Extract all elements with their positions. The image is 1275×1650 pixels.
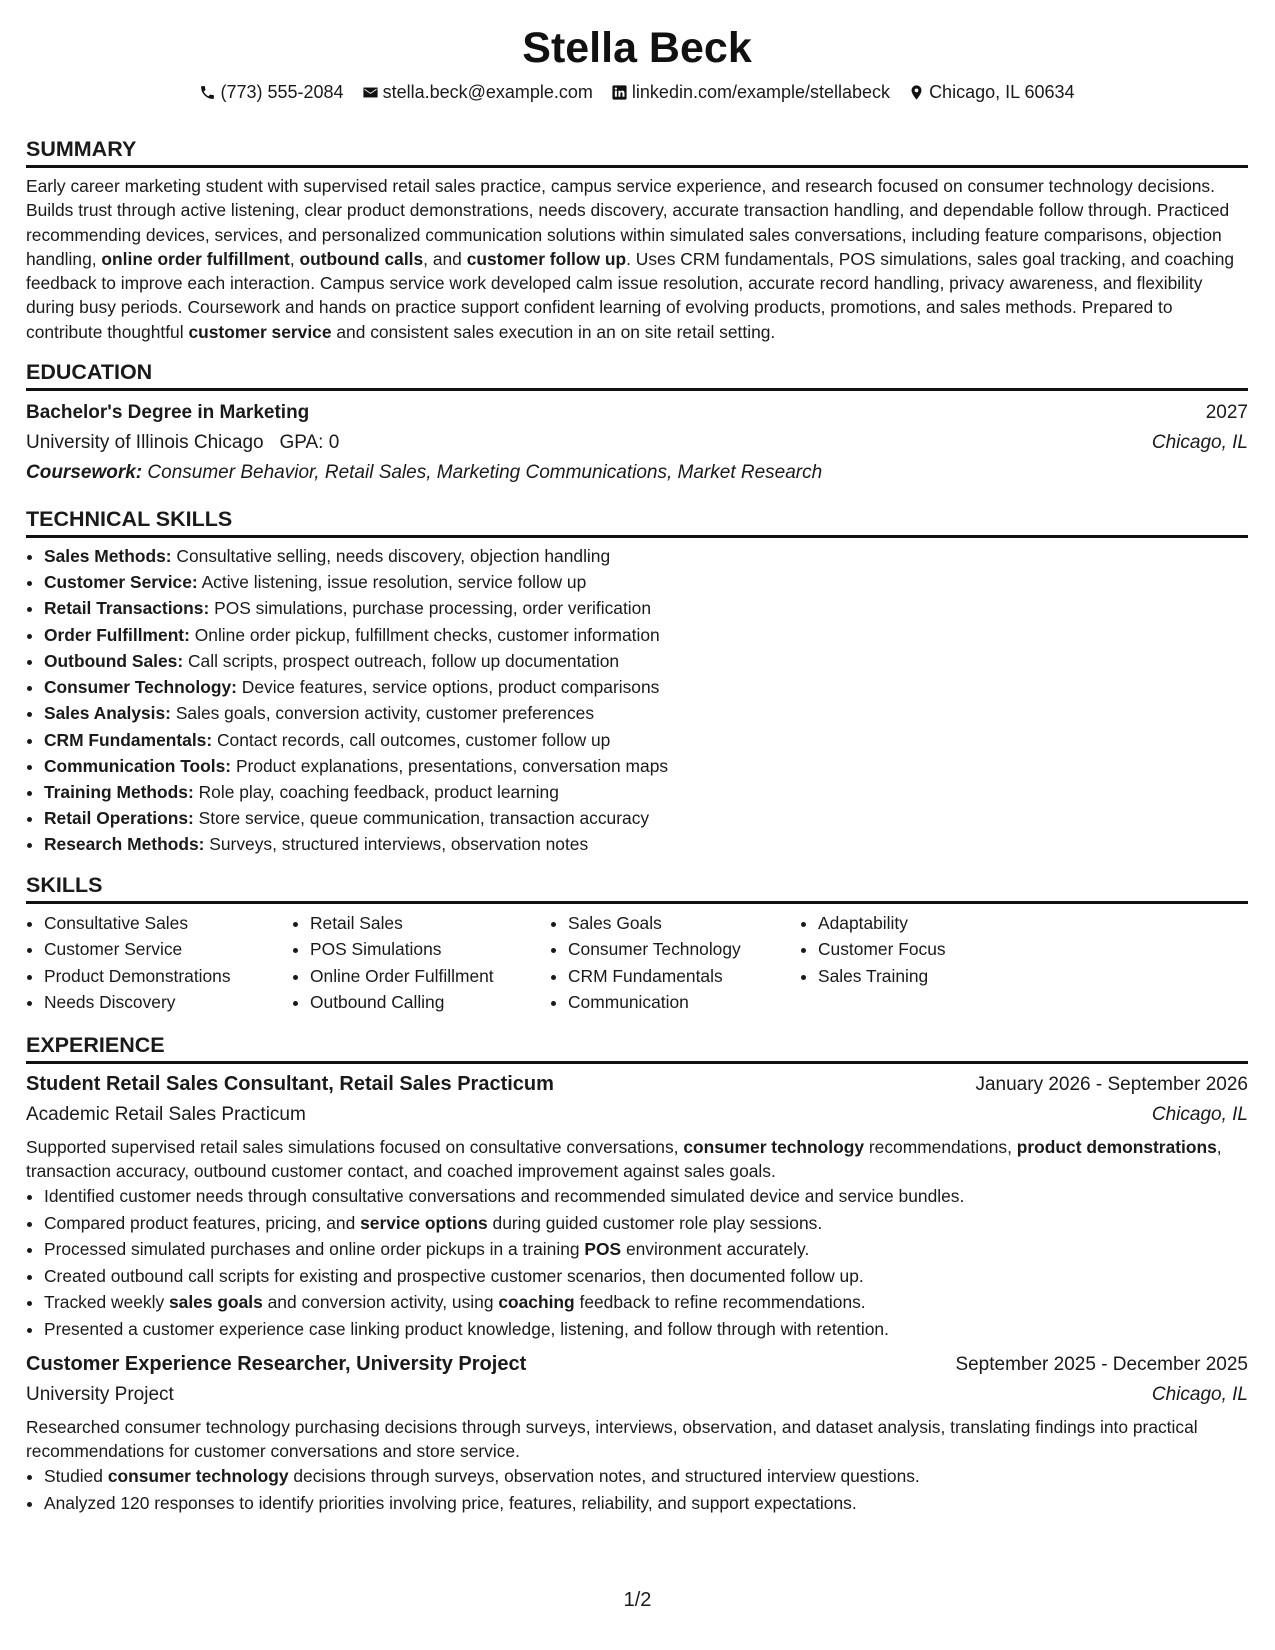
list-item: • Customer Service (44, 936, 292, 963)
job-location: Chicago, IL (1151, 1103, 1248, 1125)
linkedin-text[interactable]: linkedin.com/example/stellabeck (631, 82, 891, 102)
list-item: • Presented a customer experience case linking product knowledge, listening, and follow through with retention. (44, 1316, 1248, 1343)
summary-text: Early career marketing student with supervised retail sales practice, campus service experience, and research focused on consumer technology decisions. Builds trust through active listening, clear product demonstrations, needs discovery, accurate transaction handling, and dependable follow through. Practiced recommending devices, services, and personalized communication solutions within simulated sales conversations, including feature comparisons, objection handling, online order fulfillment, outbound calls, and customer follow up. Uses CRM fundamentals, POS simulations, sales goal tracking, and coaching feedback to improve each interaction. Campus service work developed calm issue resolution, accurate record handling, privacy awareness, and flexibility during busy periods. Coursework and hands on practice support confident learning of evolving products, promotions, and sales methods. Prepared to contribute thoughtful customer service and consistent sales execution in an on site retail setting. (26, 176, 1235, 342)
degree: Bachelor's Degree in Marketing (26, 402, 310, 424)
contact-email[interactable] (362, 80, 593, 104)
technical-skills-section (26, 506, 1248, 857)
experience-section (26, 1032, 1248, 1517)
list-item: • Adaptability (818, 910, 1058, 937)
phone-text: (773) 555-2084 (220, 82, 344, 102)
job-org: University Project (26, 1383, 174, 1405)
list-item: • Consumer Technology (568, 936, 800, 963)
job-entry (26, 1350, 1248, 1517)
job-role: Customer Experience Researcher, University Project (26, 1352, 527, 1375)
technical-skills-heading: TECHNICAL SKILLS (26, 506, 1248, 538)
job-description: Supported supervised retail sales simulations focused on consultative conversations, consumer technology recommendations, product demonstrations, transaction accuracy, outbound customer contact, and coached improvement against sales goals. (26, 1136, 1222, 1181)
location-text: Chicago, IL 60634 (929, 82, 1075, 102)
list-item: • Outbound Calling (310, 989, 550, 1016)
contact-phone (199, 80, 343, 104)
page-number: 1/2 (623, 1589, 652, 1611)
skills-column (26, 910, 292, 1016)
candidate-name: Stella Beck (522, 24, 752, 72)
list-item: • Processed simulated purchases and online order pickups in a training POS environment accurately. (44, 1236, 1248, 1263)
list-item: • Customer Focus (818, 936, 1058, 963)
summary-section (26, 136, 1248, 344)
list-item: • Identified customer needs through consultative conversations and recommended simulated device and service bundles. (44, 1183, 1248, 1210)
list-item: • Online Order Fulfillment (310, 963, 550, 990)
list-item: • Communication Tools: Product explanations, presentations, conversation maps (44, 753, 1248, 779)
technical-skills-list (26, 543, 1248, 857)
list-item: • CRM Fundamentals (568, 963, 800, 990)
contact-location (908, 80, 1074, 104)
job-bullets (26, 1463, 1248, 1516)
job-dates: January 2026 - September 2026 (975, 1073, 1248, 1095)
job-description: Researched consumer technology purchasing decisions through surveys, interviews, observation, and dataset analysis, translating findings into practical recommendations for customer conversations and store service. (26, 1416, 1198, 1461)
list-item: • Compared product features, pricing, and service options during guided customer role play sessions. (44, 1210, 1248, 1237)
skills-grid (26, 910, 1248, 1016)
list-item: • Tracked weekly sales goals and conversion activity, using coaching feedback to refine recommendations. (44, 1289, 1248, 1316)
grad-year: 2027 (1205, 402, 1248, 424)
contact-line (26, 80, 1248, 104)
job-location: Chicago, IL (1151, 1383, 1248, 1405)
envelope-icon (362, 84, 379, 101)
list-item: • Needs Discovery (44, 989, 292, 1016)
list-item: • Customer Service: Active listening, issue resolution, service follow up (44, 569, 1248, 595)
list-item: • Studied consumer technology decisions through surveys, observation notes, and structured interview questions. (44, 1463, 1248, 1490)
list-item: • Analyzed 120 responses to identify priorities involving price, features, reliability, and support expectations. (44, 1490, 1248, 1517)
skills-column (292, 910, 550, 1016)
list-item: • Retail Sales (310, 910, 550, 937)
list-item: • Consumer Technology: Device features, service options, product comparisons (44, 674, 1248, 700)
coursework: Coursework: Consumer Behavior, Retail Sales, Marketing Communications, Market Research (26, 462, 823, 484)
list-item: • CRM Fundamentals: Contact records, call outcomes, customer follow up (44, 727, 1248, 753)
experience-heading: EXPERIENCE (26, 1032, 1248, 1064)
job-bullets (26, 1183, 1248, 1343)
list-item: • Product Demonstrations (44, 963, 292, 990)
list-item: • Created outbound call scripts for existing and prospective customer scenarios, then documented follow up. (44, 1263, 1248, 1290)
contact-linkedin[interactable] (611, 80, 890, 104)
list-item: • Sales Goals (568, 910, 800, 937)
linkedin-icon (611, 84, 628, 101)
school-line: University of Illinois Chicago GPA: 0 (26, 432, 340, 454)
email-text[interactable]: stella.beck@example.com (382, 82, 593, 102)
list-item: • Order Fulfillment: Online order pickup, fulfillment checks, customer information (44, 622, 1248, 648)
education-section (26, 359, 1248, 488)
list-item: • Sales Training (818, 963, 1058, 990)
phone-icon (199, 84, 216, 101)
job-entry (26, 1070, 1248, 1343)
skills-section (26, 872, 1248, 1016)
list-item: • Communication (568, 989, 800, 1016)
skills-heading: SKILLS (26, 872, 1248, 904)
education-heading: EDUCATION (26, 359, 1248, 391)
summary-heading: SUMMARY (26, 136, 1248, 168)
list-item: • Retail Operations: Store service, queue communication, transaction accuracy (44, 805, 1248, 831)
list-item: • Retail Transactions: POS simulations, purchase processing, order verification (44, 595, 1248, 621)
resume-page (26, 0, 1248, 1516)
skills-column (550, 910, 800, 1016)
job-role: Student Retail Sales Consultant, Retail Sales Practicum (26, 1072, 554, 1095)
map-pin-icon (908, 84, 925, 101)
school-location: Chicago, IL (1151, 432, 1248, 454)
job-dates: September 2025 - December 2025 (955, 1353, 1248, 1375)
list-item: • Sales Analysis: Sales goals, conversion activity, customer preferences (44, 700, 1248, 726)
job-org: Academic Retail Sales Practicum (26, 1103, 306, 1125)
skills-column (800, 910, 1058, 1016)
list-item: • Consultative Sales (44, 910, 292, 937)
list-item: • Outbound Sales: Call scripts, prospect outreach, follow up documentation (44, 648, 1248, 674)
list-item: • Sales Methods: Consultative selling, needs discovery, objection handling (44, 543, 1248, 569)
list-item: • Research Methods: Surveys, structured interviews, observation notes (44, 831, 1248, 857)
list-item: • Training Methods: Role play, coaching feedback, product learning (44, 779, 1248, 805)
list-item: • POS Simulations (310, 936, 550, 963)
